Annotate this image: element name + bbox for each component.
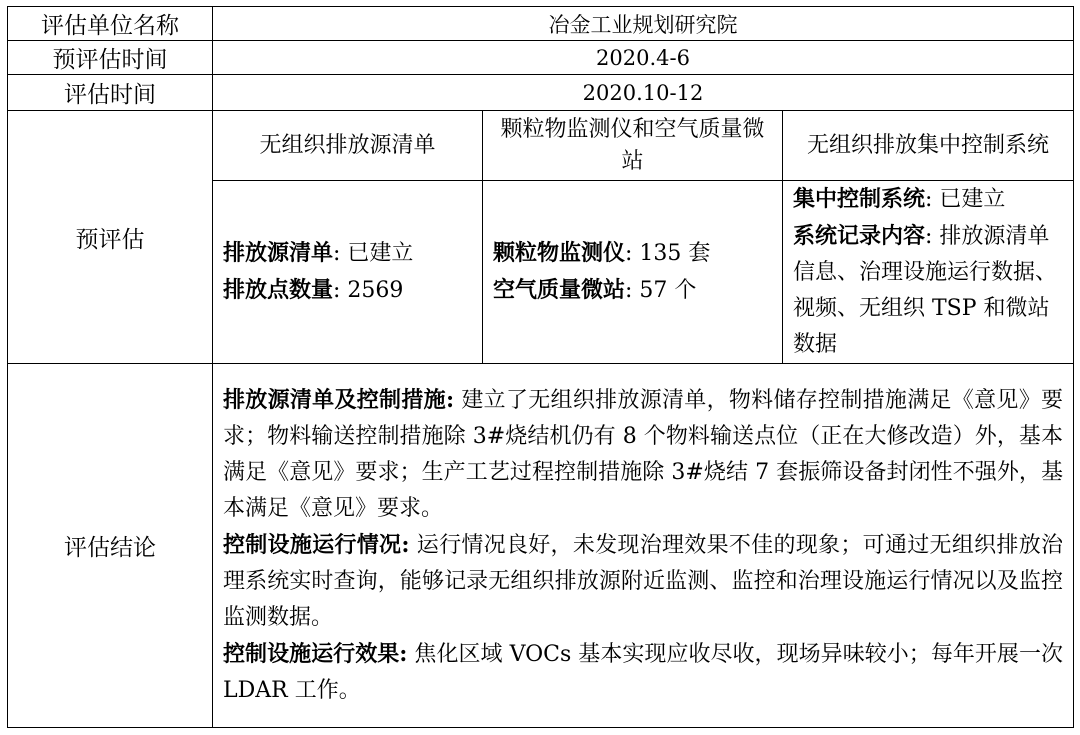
evaluation-table: [7, 6, 1074, 728]
emission-point-count: 排放点数量: 2569: [223, 277, 404, 303]
row-conclusion: [8, 364, 1074, 728]
conclusion-para-3: 控制设施运行效果: 焦化区域 VOCs 基本实现应收尽收，现场异味较小；每年开展一次 LDAR 工作。: [223, 641, 1063, 703]
eval-time-value: 2020.10-12: [213, 75, 1074, 111]
row-pre-eval-headers: [8, 111, 1074, 181]
pre-eval-label: 预评估: [8, 111, 213, 364]
header-control-system: 无组织排放集中控制系统: [783, 111, 1074, 181]
emission-source-status: 排放源清单: 已建立: [223, 240, 414, 266]
header-particle-monitor: 颗粒物监测仪和空气质量微站: [483, 111, 783, 181]
control-system-status: 集中控制系统: 已建立: [793, 186, 1006, 212]
air-station-count: 空气质量微站: 57 个: [493, 277, 697, 303]
system-record-content: 系统记录内容: 排放源清单信息、治理设施运行数据、视频、无组织 TSP 和微站数据: [793, 223, 1058, 357]
unit-value: 冶金工业规划研究院: [213, 7, 1074, 41]
conclusion-label: 评估结论: [8, 364, 213, 728]
conclusion-para-1: 排放源清单及控制措施: 建立了无组织排放源清单，物料储存控制措施满足《意见》要求；物料输送控制措施除 3#烧结机仍有 8 个物料输送点位（正在大修改造）外，基本满足《意见》要求；生产工艺过程控制措施除 3#烧结 7 套振筛设备封闭性不强外，基本满足《意见》要求。: [223, 387, 1063, 521]
row-unit: [8, 7, 1074, 41]
eval-time-label: 评估时间: [8, 75, 213, 111]
control-system-cell: [783, 181, 1074, 364]
row-eval-time: [8, 75, 1074, 111]
monitor-cell: [483, 181, 783, 364]
pre-time-label: 预评估时间: [8, 41, 213, 75]
conclusion-para-2: 控制设施运行情况: 运行情况良好，未发现治理效果不佳的现象；可通过无组织排放治理系统实时查询，能够记录无组织排放源附近监测、监控和治理设施运行情况以及监控监测数据。: [223, 532, 1064, 630]
unit-label: 评估单位名称: [8, 7, 213, 41]
conclusion-content: [213, 364, 1074, 728]
pre-time-value: 2020.4-6: [213, 41, 1074, 75]
row-pre-time: [8, 41, 1074, 75]
header-emission-source-list: 无组织排放源清单: [213, 111, 483, 181]
particle-monitor-count: 颗粒物监测仪: 135 套: [493, 240, 711, 266]
emission-source-cell: [213, 181, 483, 364]
